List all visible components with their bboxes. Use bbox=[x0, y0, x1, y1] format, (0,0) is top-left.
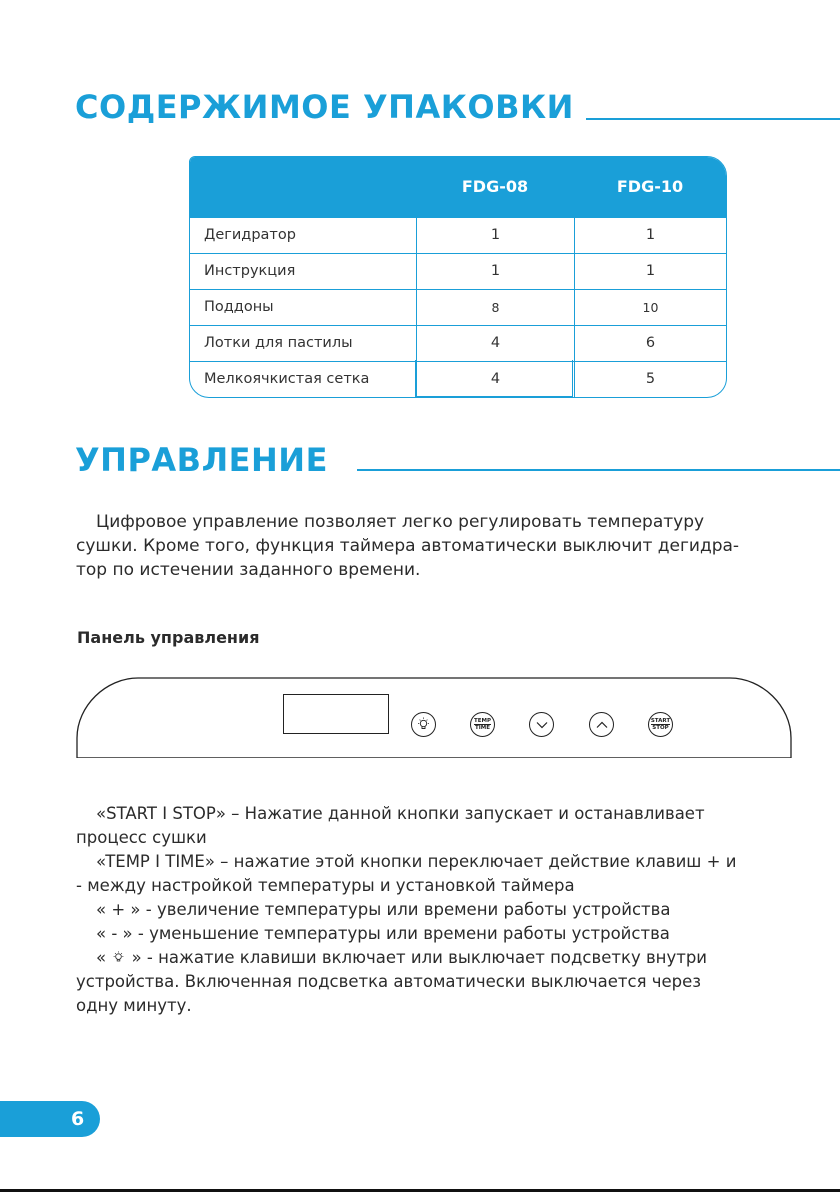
desc-line: устройства. Включенная подсветка автоматически выключается через bbox=[76, 972, 702, 991]
desc-line: « - » - уменьшение температуры или времени работы устройства bbox=[96, 924, 670, 943]
desc-line: - между настройкой температуры и установкой таймера bbox=[76, 876, 575, 895]
start-label: START bbox=[650, 718, 671, 724]
decrease-button[interactable] bbox=[529, 712, 554, 737]
cell-item: Дегидратор bbox=[204, 227, 296, 243]
cell-item: Лотки для пастилы bbox=[204, 335, 353, 351]
display-screen bbox=[283, 694, 389, 734]
intro-line: Цифровое управление позволяет легко регулировать температуру bbox=[96, 512, 705, 532]
chevron-down-icon bbox=[535, 718, 549, 732]
panel-subtitle: Панель управления bbox=[77, 628, 260, 647]
header-fdg08: FDG-08 bbox=[461, 177, 529, 196]
intro-paragraph bbox=[76, 510, 756, 582]
lightbulb-icon bbox=[415, 716, 432, 733]
chevron-up-icon bbox=[595, 718, 609, 732]
intro-line: тор по истечении заданного времени. bbox=[76, 560, 421, 580]
page-number-text: 6 bbox=[71, 1108, 85, 1130]
desc-line: « + » - увеличение температуры или времени работы устройства bbox=[96, 900, 671, 919]
title-rule bbox=[357, 469, 840, 471]
temp-label: TEMP bbox=[473, 718, 491, 724]
cell-fdg10: 1 bbox=[574, 254, 726, 289]
desc-line: процесс сушки bbox=[76, 828, 207, 847]
cell-fdg08: 8 bbox=[416, 290, 574, 325]
button-descriptions bbox=[76, 802, 776, 1018]
cell-fdg08: 1 bbox=[416, 218, 574, 253]
table-header bbox=[190, 157, 726, 217]
section-title-control: УПРАВЛЕНИЕ bbox=[75, 441, 328, 479]
intro-line: сушки. Кроме того, функция таймера автоматически выключит дегидра- bbox=[76, 536, 740, 556]
header-fdg10: FDG-10 bbox=[616, 177, 684, 196]
table-row bbox=[190, 289, 726, 325]
stop-label: STOP bbox=[652, 725, 669, 731]
light-button[interactable] bbox=[411, 712, 436, 737]
desc-quote-open: « bbox=[96, 948, 112, 967]
cell-fdg08: 4 bbox=[416, 326, 574, 361]
table-row bbox=[190, 217, 726, 253]
increase-button[interactable] bbox=[589, 712, 614, 737]
temp-time-button[interactable] bbox=[470, 712, 495, 737]
cell-item: Поддоны bbox=[204, 299, 274, 315]
desc-line: «START I STOP» – Нажатие данной кнопки запускает и останавливает bbox=[96, 804, 705, 823]
lightbulb-icon bbox=[111, 950, 126, 965]
table-row bbox=[190, 253, 726, 289]
title-rule bbox=[586, 118, 840, 120]
table-row bbox=[190, 325, 726, 361]
table-column-edge bbox=[415, 360, 573, 397]
cell-item: Инструкция bbox=[204, 263, 296, 279]
desc-line: «TEMP I TIME» – нажатие этой кнопки переключает действие клавиш + и bbox=[96, 852, 737, 871]
desc-line bbox=[76, 946, 776, 970]
cell-item: Мелкоячкистая сетка bbox=[204, 371, 370, 387]
cell-fdg08: 1 bbox=[416, 254, 574, 289]
cell-fdg10: 5 bbox=[574, 362, 726, 397]
page-number-badge bbox=[0, 1101, 100, 1137]
time-label: TIME bbox=[474, 725, 490, 731]
section-title-contents: СОДЕРЖИМОЕ УПАКОВКИ bbox=[75, 88, 574, 126]
start-stop-button[interactable] bbox=[648, 712, 673, 737]
cell-fdg08: 4 bbox=[416, 362, 574, 397]
desc-line: одну минуту. bbox=[76, 996, 192, 1015]
cell-fdg10: 1 bbox=[574, 218, 726, 253]
desc-light-text: » - нажатие клавиши включает или выключает подсветку внутри bbox=[126, 948, 708, 967]
cell-fdg10: 6 bbox=[574, 326, 726, 361]
cell-fdg10: 10 bbox=[574, 290, 726, 325]
